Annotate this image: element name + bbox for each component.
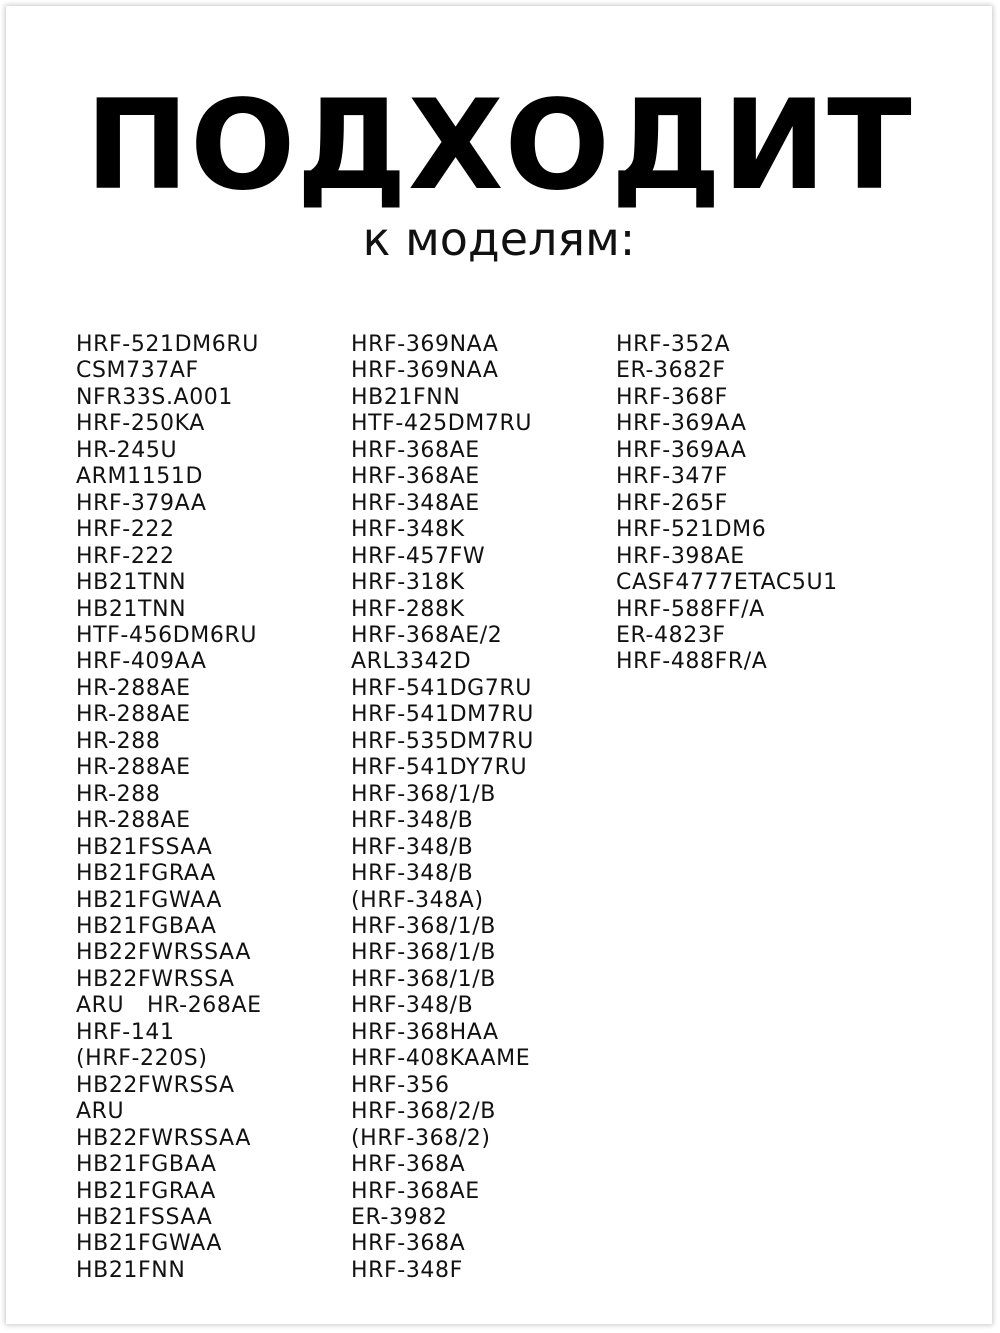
- model-list-item: HR-288AE: [76, 702, 191, 728]
- model-list-item: HRF-347F: [616, 464, 728, 490]
- model-list-item: HRF-348/B: [351, 834, 474, 860]
- model-list-item: HRF-541DY7RU: [351, 755, 528, 781]
- model-list-item: HR-245U: [76, 437, 178, 463]
- model-list-item: ER-3982: [351, 1204, 448, 1230]
- model-list-item: HR-288AE: [76, 755, 191, 781]
- model-list-item: HRF-521DM6: [616, 517, 767, 543]
- model-list-item: HR-288AE: [76, 675, 191, 701]
- model-list-item: HB21FGRAA: [76, 861, 216, 887]
- model-list-item: HRF-368AE: [351, 437, 480, 463]
- model-list-item: HTF-456DM6RU: [76, 622, 258, 648]
- model-list-column-3: [616, 332, 838, 676]
- model-list-item: HB21FGWAA: [76, 887, 222, 913]
- model-list-item: HRF-369NAA: [351, 358, 499, 384]
- model-list-item: HRF-369AA: [616, 411, 747, 437]
- model-list-item: ARU HR-268AE: [76, 993, 262, 1019]
- model-list-item: HRF-541DG7RU: [351, 675, 532, 701]
- page-title: ПОДХОДИТ: [85, 74, 913, 218]
- model-list-item: HB21FGRAA: [76, 1178, 216, 1204]
- model-list-item: HRF-369NAA: [351, 332, 499, 357]
- model-list-item: HB21FGWAA: [76, 1231, 222, 1257]
- model-list-item: HRF-265F: [616, 490, 728, 516]
- model-list-item: ARU: [76, 1099, 125, 1125]
- model-list-column-1: [76, 332, 262, 1284]
- model-list-item: HB22FWRSSAA: [76, 1125, 251, 1151]
- model-list-item: HRF-408KAAME: [351, 1046, 531, 1072]
- model-list-item: HRF-368AE/2: [351, 622, 503, 648]
- model-list-item: HR-288: [76, 781, 161, 807]
- model-list-item: HRF-368/1/B: [351, 966, 496, 992]
- model-list-item: (HRF-220S): [76, 1046, 208, 1072]
- model-list-item: HRF-368HAA: [351, 1019, 499, 1045]
- model-list-item: HRF-368AE: [351, 1178, 480, 1204]
- model-list-item: HRF-356: [351, 1072, 450, 1098]
- model-list-item: (HRF-348A): [351, 887, 484, 913]
- model-list-item: HRF-288K: [351, 596, 465, 622]
- model-list-item: ER-4823F: [616, 622, 726, 648]
- model-list-item: HRF-488FR/A: [616, 649, 768, 675]
- page-subtitle: к моделям:: [362, 212, 636, 266]
- model-list-item: ARL3342D: [351, 649, 472, 675]
- model-list-item: HRF-541DM7RU: [351, 702, 534, 728]
- model-list-item: HRF-379AA: [76, 490, 207, 516]
- model-list-item: HB21FNN: [76, 1257, 186, 1283]
- model-list-item: HB21FGBAA: [76, 1152, 217, 1178]
- model-list-item: HRF-535DM7RU: [351, 728, 534, 754]
- model-list-item: HB21FSSAA: [76, 834, 213, 860]
- model-list-item: HB22FWRSSAA: [76, 940, 251, 966]
- model-list-item: HRF-222: [76, 517, 175, 543]
- model-list-item: HB21FSSAA: [76, 1204, 213, 1230]
- model-list-item: HRF-348AE: [351, 490, 480, 516]
- model-list-item: HRF-521DM6RU: [76, 332, 259, 357]
- model-list-item: HRF-409AA: [76, 649, 207, 675]
- model-list-item: HRF-352A: [616, 332, 731, 357]
- model-list-item: HRF-318K: [351, 570, 465, 596]
- model-list-item: HRF-141: [76, 1019, 175, 1045]
- model-list-item: HRF-250KA: [76, 411, 205, 437]
- model-list-item: HRF-368A: [351, 1231, 466, 1257]
- model-list-item: HRF-348K: [351, 517, 465, 543]
- model-list-item: HRF-348/B: [351, 808, 474, 834]
- model-list-item: HB21FNN: [351, 384, 461, 410]
- model-list-item: HR-288AE: [76, 808, 191, 834]
- model-list-item: HRF-457FW: [351, 543, 486, 569]
- model-list-item: HRF-348/B: [351, 993, 474, 1019]
- document-page: [6, 6, 992, 1324]
- model-list-item: NFR33S.A001: [76, 384, 233, 410]
- model-list-item: HB21FGBAA: [76, 913, 217, 939]
- model-list-item: ARM1151D: [76, 464, 204, 490]
- model-list-item: HR-288: [76, 728, 161, 754]
- model-list-item: HRF-368F: [616, 384, 728, 410]
- model-list-item: HB22FWRSSA: [76, 1072, 235, 1098]
- model-list-item: HRF-222: [76, 543, 175, 569]
- model-list-item: HRF-368/1/B: [351, 781, 496, 807]
- model-list-item: HB21TNN: [76, 570, 187, 596]
- model-list-item: HRF-348F: [351, 1257, 463, 1283]
- model-list-item: HRF-368A: [351, 1152, 466, 1178]
- model-list-item: HRF-588FF/A: [616, 596, 765, 622]
- model-list-item: HRF-368/1/B: [351, 913, 496, 939]
- model-list-item: HRF-369AA: [616, 437, 747, 463]
- model-list-item: HRF-348/B: [351, 861, 474, 887]
- model-list-item: HRF-368/2/B: [351, 1099, 496, 1125]
- model-list-column-2: [351, 332, 534, 1284]
- model-list-item: ER-3682F: [616, 358, 726, 384]
- model-list-item: CSM737AF: [76, 358, 199, 384]
- model-list-item: HB22FWRSSA: [76, 966, 235, 992]
- model-list-item: HRF-368/1/B: [351, 940, 496, 966]
- model-list-item: HTF-425DM7RU: [351, 411, 533, 437]
- model-list-item: HRF-368AE: [351, 464, 480, 490]
- model-list-item: HRF-398AE: [616, 543, 745, 569]
- model-list-item: (HRF-368/2): [351, 1125, 491, 1151]
- model-list-item: CASF4777ETAC5U1: [616, 570, 838, 596]
- model-list-item: HB21TNN: [76, 596, 187, 622]
